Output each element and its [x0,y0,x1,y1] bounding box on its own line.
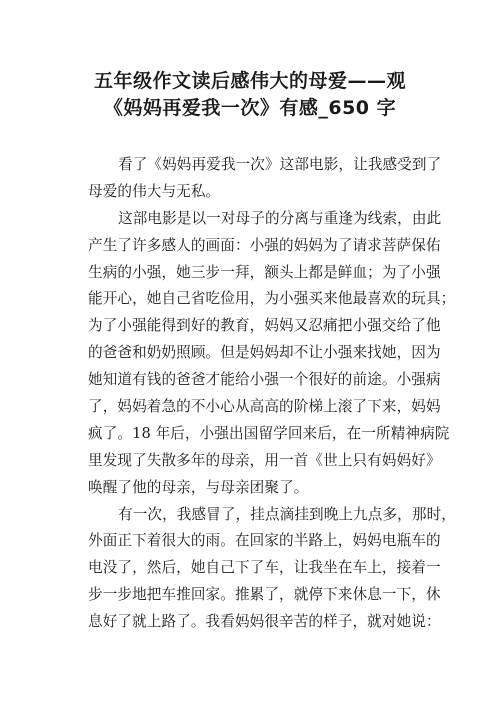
body-line: 产生了许多感人的画面：小强的妈妈为了请求菩萨保佑 [88,236,441,254]
body-line: 她知道有钱的爸爸才能给小强一个很好的前途。小强病 [88,371,441,389]
document-title-line-1: 五年级作文读后感伟大的母爱——观 [93,70,406,92]
body-line: 里发现了失散多年的母亲，用一首《世上只有妈妈好》 [88,451,441,469]
document-body [88,152,456,636]
body-line: 疯了。18 年后，小强出国留学回来后，在一所精神病院 [88,424,450,442]
body-line: 唤醒了他的母亲，与母亲团聚了。 [88,478,309,496]
body-line: 生病的小强，她三步一拜，额头上都是鲜血；为了小强 [88,263,441,281]
body-line: 了，妈妈着急的不小心从高高的阶梯上滚了下来，妈妈 [88,398,441,416]
body-line: 为了小强能得到好的教育，妈妈又忍痛把小强交给了他 [88,317,441,335]
document-title-line-2: 《妈妈再爱我一次》有感_650 字 [103,97,397,119]
body-line: 能开心，她自己省吃俭用，为小强买来他最喜欢的玩具； [88,290,456,308]
body-line: 有一次，我感冒了，挂点滴挂到晚上九点多，那时， [118,505,456,523]
body-line: 这部电影是以一对母子的分离与重逢为线索，由此 [118,209,442,227]
body-line: 的爸爸和奶奶照顾。但是妈妈却不让小强来找她，因为 [88,344,441,362]
body-line: 母爱的伟大与无私。 [88,182,221,200]
body-line: 外面正下着很大的雨。在回家的半路上，妈妈电瓶车的 [88,532,441,550]
body-line: 看了《妈妈再爱我一次》这部电影，让我感受到了 [118,156,442,173]
body-line: 息好了就上路了。我看妈妈很辛苦的样子，就对她说： [88,613,441,631]
body-line: 电没了，然后，她自己下了车，让我坐在车上，接着一 [88,559,441,577]
body-line: 步一步地把车推回家。推累了，就停下来休息一下，休 [88,586,441,604]
